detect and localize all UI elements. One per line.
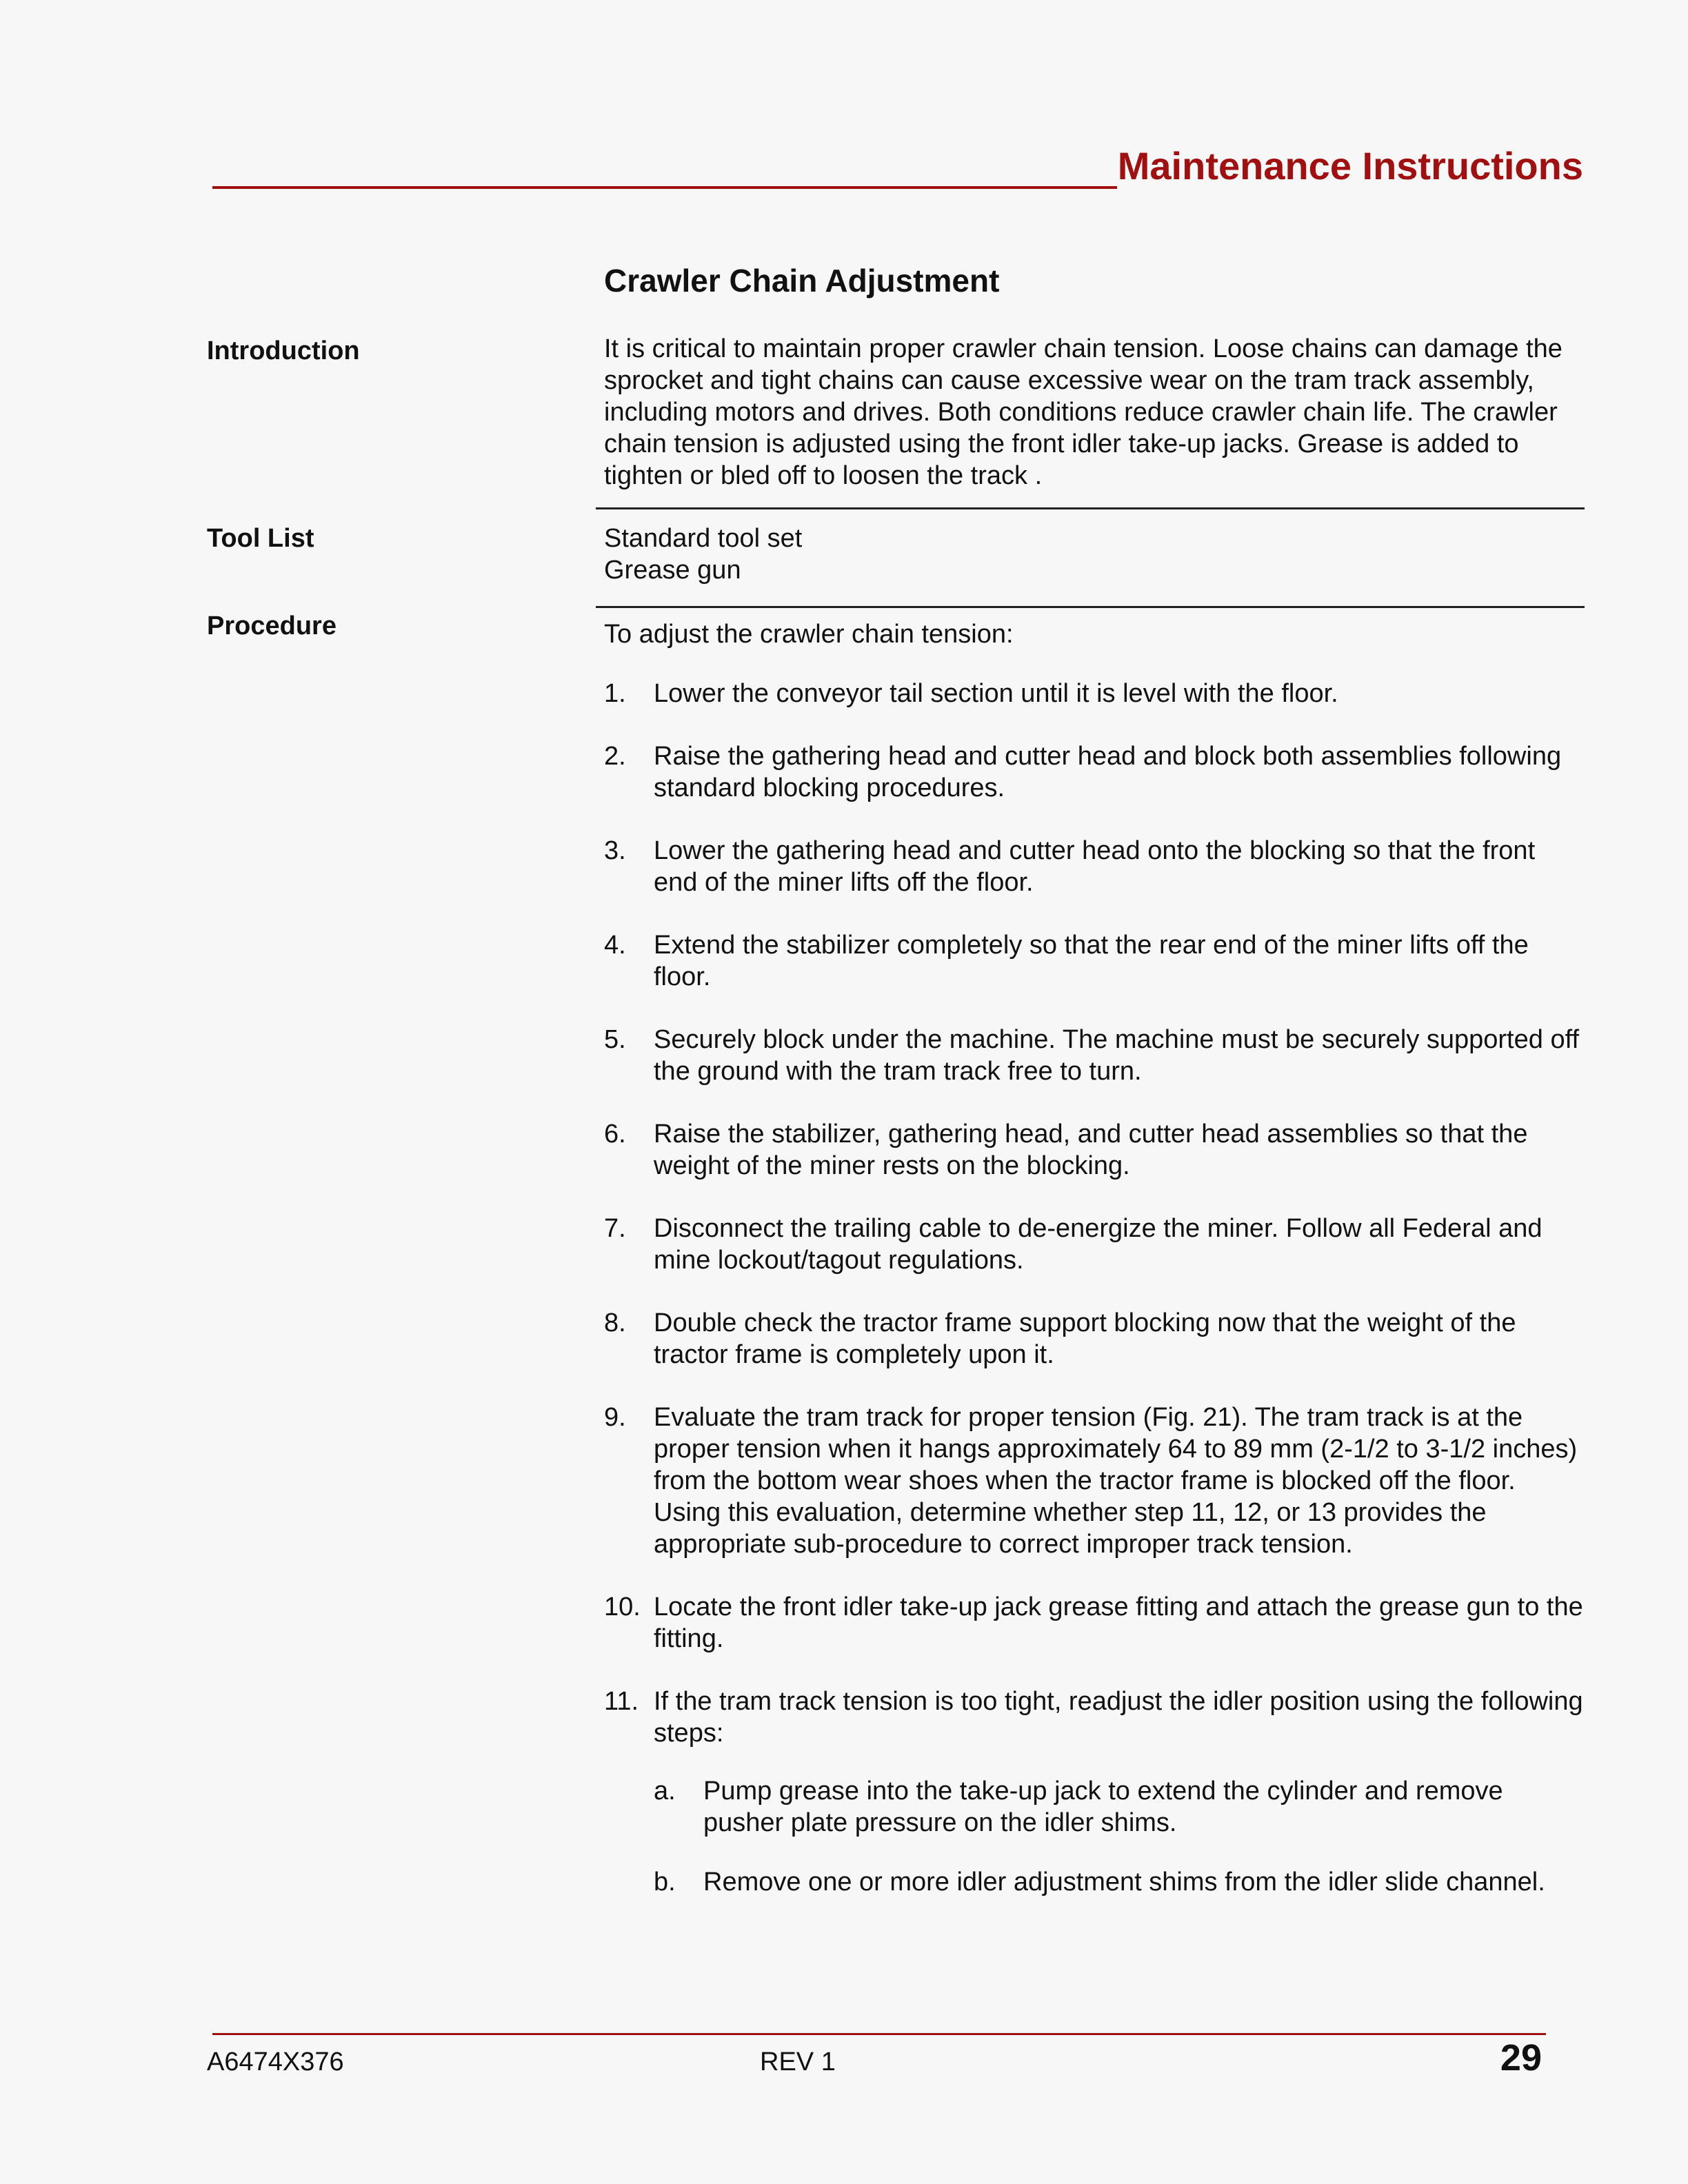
substep-letter: a. xyxy=(654,1777,676,1806)
step-number: 8. xyxy=(604,1308,626,1337)
page-header-title: Maintenance Instructions xyxy=(1117,144,1583,188)
step-text: Securely block under the machine. The machine must be securely supported off the ground with the tram track free to turn. xyxy=(654,1025,1580,1086)
step-text: Lower the gathering head and cutter head onto the blocking so that the front end of the miner lifts off the floor. xyxy=(654,836,1536,897)
step-number: 7. xyxy=(604,1214,626,1243)
procedure-steps xyxy=(604,678,1583,1929)
footer-revision: REV 1 xyxy=(760,2048,836,2076)
substep-letter: b. xyxy=(654,1868,676,1897)
procedure-step xyxy=(604,1402,1583,1560)
step-text: Double check the tractor frame support blocking now that the weight of the tractor frame is completely upon it. xyxy=(654,1308,1516,1369)
step-text: Disconnect the trailing cable to de-energize the miner. Follow all Federal and mine lockout/tagout regulations. xyxy=(654,1214,1543,1275)
substep-text: Pump grease into the take-up jack to extend the cylinder and remove pusher plate pressure on the idler shims. xyxy=(703,1777,1503,1837)
step-number: 3. xyxy=(604,836,626,865)
step-text: If the tram track tension is too tight, readjust the idler position using the following steps: xyxy=(654,1687,1583,1748)
procedure-substep xyxy=(654,1775,1583,1839)
procedure-step xyxy=(604,1591,1583,1655)
procedure-step xyxy=(604,1686,1583,1898)
step-text: Raise the stabilizer, gathering head, and cutter head assemblies so that the weight of the miner rests on the blocking. xyxy=(654,1120,1528,1180)
step-text: Locate the front idler take-up jack grease fitting and attach the grease gun to the fitting. xyxy=(654,1593,1583,1653)
step-number: 2. xyxy=(604,742,626,771)
procedure-step xyxy=(604,740,1583,804)
step-number: 5. xyxy=(604,1025,626,1054)
procedure-substep xyxy=(654,1866,1583,1898)
section-title: Crawler Chain Adjustment xyxy=(604,263,1000,299)
step-text: Lower the conveyor tail section until it is level with the floor. xyxy=(654,679,1338,708)
procedure-step xyxy=(604,1024,1583,1087)
step-text: Raise the gathering head and cutter head and block both assemblies following standard blocking procedures. xyxy=(654,742,1562,802)
procedure-step xyxy=(604,678,1583,709)
header-rule xyxy=(212,186,1117,189)
procedure-step xyxy=(604,1213,1583,1276)
tool-list xyxy=(604,523,1583,586)
procedure-step xyxy=(604,835,1583,898)
procedure-step xyxy=(604,1118,1583,1182)
section-divider xyxy=(596,606,1585,608)
section-divider xyxy=(596,507,1585,509)
step-number: 11. xyxy=(604,1687,639,1716)
step-number: 10. xyxy=(604,1593,641,1621)
step-number: 6. xyxy=(604,1120,626,1149)
procedure-step xyxy=(604,929,1583,993)
tool-list-item: Standard tool set xyxy=(604,524,803,553)
footer-page-number: 29 xyxy=(1500,2037,1542,2079)
substep-text: Remove one or more idler adjustment shims from the idler slide channel. xyxy=(703,1868,1545,1897)
procedure-step xyxy=(604,1307,1583,1371)
step-number: 1. xyxy=(604,679,626,708)
procedure-label: Procedure xyxy=(207,611,336,640)
tool-list-label: Tool List xyxy=(207,524,314,553)
introduction-text: It is critical to maintain proper crawler chain tension. Loose chains can damage the sprocket and tight chains can cause excessive wear on the tram track assembly, including motors and drives. Both conditions reduce crawler chain life. The crawler chain tension is adjusted using the front idler take-up jacks. Grease is added to tighten or bled off to loosen the track . xyxy=(604,334,1563,490)
procedure-intro: To adjust the crawler chain tension: xyxy=(604,620,1014,649)
step-text: Evaluate the tram track for proper tension (Fig. 21). The tram track is at the proper tension when it hangs approximately 64 to 89 mm (2-1/2 to 3-1/2 inches) from the bottom wear shoes when the tractor frame is blocked off the floor. Using this evaluation, determine whether step 11, 12, or 13 provides the appropriate sub-procedure to correct improper track tension. xyxy=(654,1403,1578,1559)
step-number: 9. xyxy=(604,1403,626,1432)
step-text: Extend the stabilizer completely so that the rear end of the miner lifts off the floor. xyxy=(654,931,1529,991)
step-number: 4. xyxy=(604,931,626,960)
tool-list-item: Grease gun xyxy=(604,556,741,585)
procedure-substeps xyxy=(654,1775,1583,1898)
footer-doc-number: A6474X376 xyxy=(207,2048,344,2076)
introduction-label: Introduction xyxy=(207,336,360,365)
footer-rule xyxy=(212,2033,1546,2035)
